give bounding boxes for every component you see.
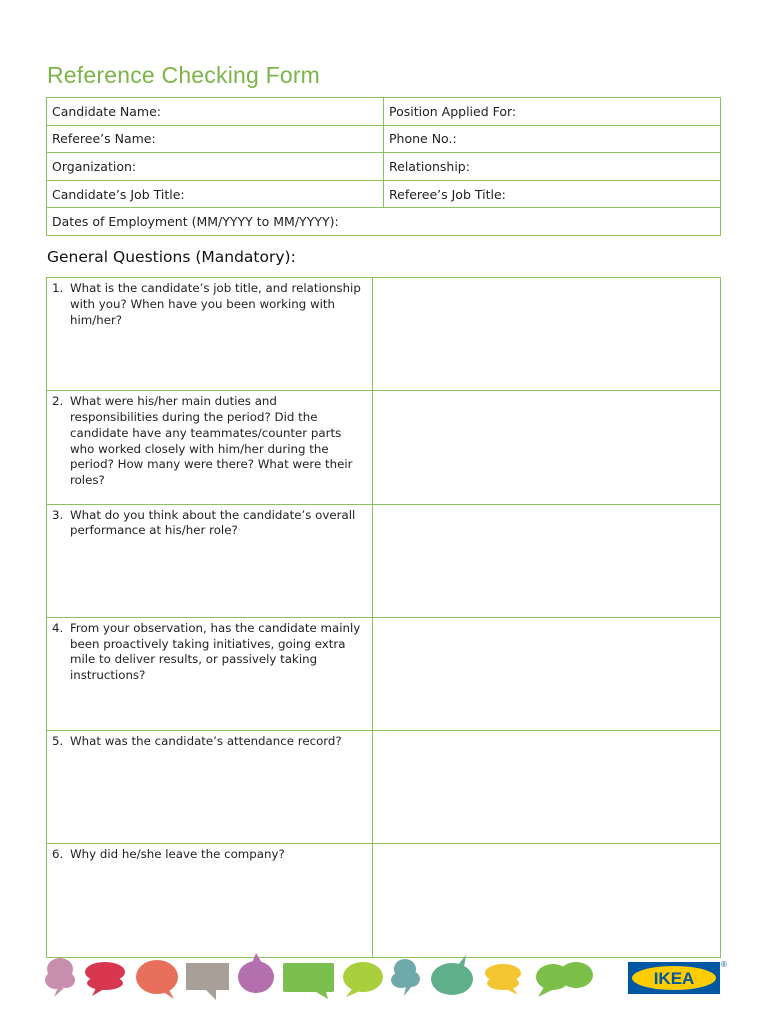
table-row — [47, 208, 721, 236]
phone-field[interactable]: Phone No.: — [384, 125, 721, 153]
speech-bubble-icon — [283, 963, 334, 999]
questions-table — [46, 277, 721, 958]
candidate-name-field[interactable]: Candidate Name: — [47, 98, 384, 126]
answer-cell[interactable] — [373, 504, 721, 617]
page-title: Reference Checking Form — [47, 62, 321, 88]
speech-bubble-icon — [343, 962, 383, 997]
table-row — [47, 180, 721, 208]
question-number: 6. — [52, 847, 64, 862]
referee-job-title-field[interactable]: Referee’s Job Title: — [384, 180, 721, 208]
question-text: Why did he/she leave the company? — [70, 847, 285, 862]
table-row — [47, 153, 721, 181]
section-heading: General Questions (Mandatory): — [47, 248, 296, 266]
speech-bubble-icon — [238, 953, 274, 993]
candidate-info-table — [46, 97, 721, 236]
question-text: What do you think about the candidate’s overall performance at his/her role? — [70, 507, 356, 538]
speech-bubble-icon — [536, 962, 593, 997]
question-text: What was the candidate’s attendance record? — [70, 734, 342, 749]
answer-cell[interactable] — [373, 731, 721, 844]
question-number: 5. — [52, 734, 64, 749]
speech-bubble-icon — [85, 962, 125, 996]
question-text: What is the candidate’s job title, and relationship with you? When have you been working with him/her? — [70, 281, 361, 327]
table-row — [47, 504, 721, 617]
referee-name-field[interactable]: Referee’s Name: — [47, 125, 384, 153]
registered-mark: ® — [721, 960, 727, 969]
speech-bubble-icon — [186, 963, 229, 1000]
table-row — [47, 731, 721, 844]
speech-bubble-icon — [391, 959, 420, 996]
question-text: From your observation, has the candidate mainly been proactively taking initiatives, going extra mile to deliver results, or passively taking instructions? — [70, 620, 361, 683]
question-cell — [47, 731, 373, 844]
question-number: 2. — [52, 394, 64, 409]
table-row — [47, 278, 721, 391]
candidate-job-title-field[interactable]: Candidate’s Job Title: — [47, 180, 384, 208]
speech-bubble-icon — [431, 955, 473, 995]
answer-cell[interactable] — [373, 844, 721, 957]
answer-cell[interactable] — [373, 617, 721, 730]
ikea-logo — [628, 962, 720, 994]
relationship-field[interactable]: Relationship: — [384, 153, 721, 181]
dates-of-employment-field[interactable]: Dates of Employment (MM/YYYY to MM/YYYY): — [47, 208, 721, 236]
question-cell — [47, 391, 373, 504]
table-row — [47, 391, 721, 504]
question-cell — [47, 617, 373, 730]
table-row — [47, 98, 721, 126]
question-text: What were his/her main duties and responsibilities during the period? Did the candidate have any teammates/counter parts who worked closely with him/her during the period? How many were there? What were their roles? — [70, 394, 353, 488]
speech-bubble-icon — [45, 958, 75, 997]
question-cell — [47, 278, 373, 391]
answer-cell[interactable] — [373, 391, 721, 504]
question-number: 1. — [52, 281, 64, 295]
organization-field[interactable]: Organization: — [47, 153, 384, 181]
logo-text: IKEA — [653, 969, 695, 988]
position-applied-field[interactable]: Position Applied For: — [384, 98, 721, 126]
speech-bubble-icon — [136, 960, 178, 999]
table-row — [47, 617, 721, 730]
answer-cell[interactable] — [373, 278, 721, 391]
table-row — [47, 125, 721, 153]
question-cell — [47, 844, 373, 957]
question-cell — [47, 504, 373, 617]
question-number: 4. — [52, 620, 64, 635]
speech-bubble-icon — [485, 964, 521, 995]
table-row — [47, 844, 721, 957]
question-number: 3. — [52, 507, 64, 522]
